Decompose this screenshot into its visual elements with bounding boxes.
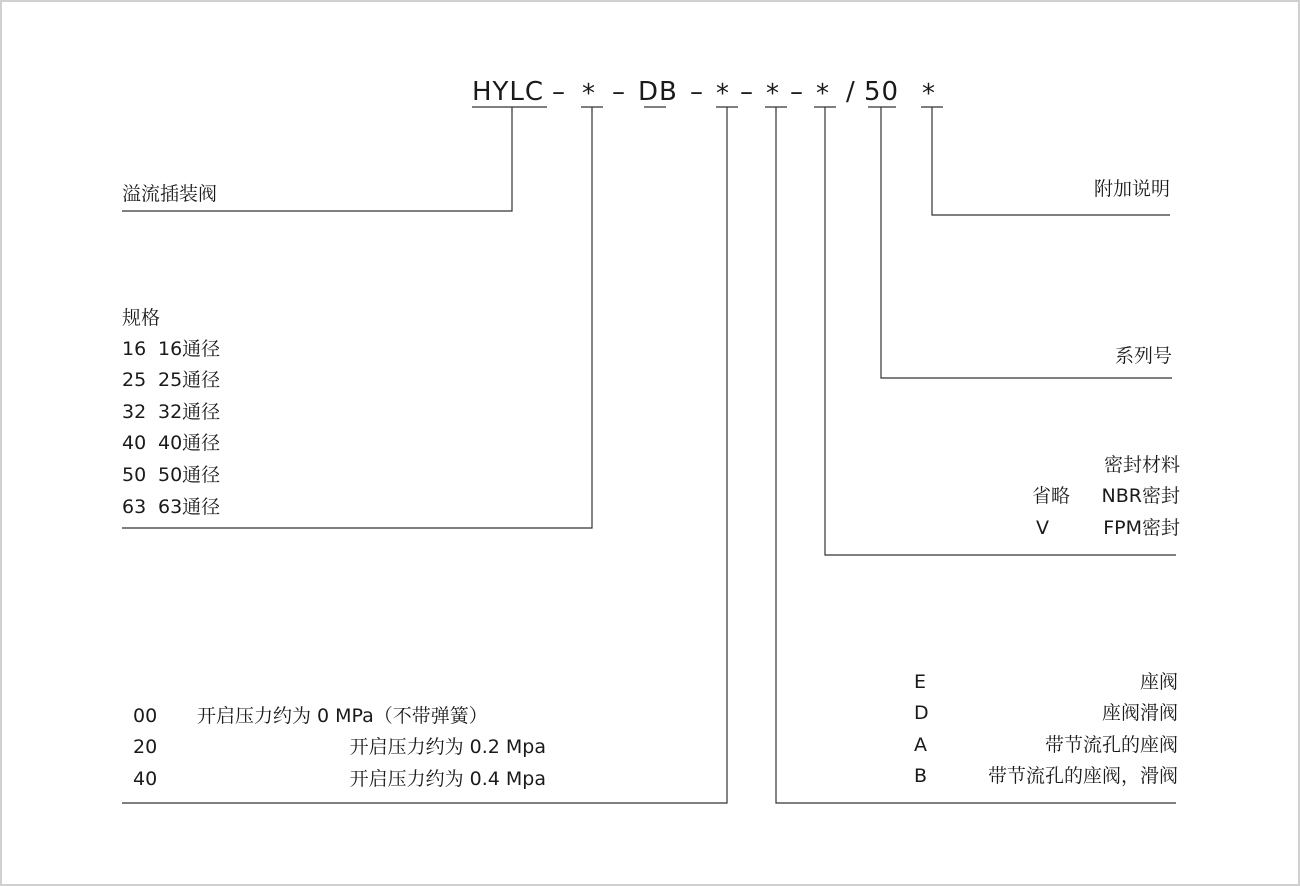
function-desc: 座阀 (1139, 671, 1178, 693)
code-prefix: HYLC (472, 77, 545, 107)
size-code: 63 (122, 496, 147, 518)
size-desc: 40通径 (158, 432, 221, 454)
code-dash-4: – (740, 77, 754, 107)
function-code: E (914, 671, 927, 693)
code-mid: DB (638, 77, 678, 107)
pressure-code: 00 (133, 705, 158, 727)
size-code: 40 (122, 432, 147, 454)
size-desc: 32通径 (158, 401, 221, 423)
code-slash: / (846, 77, 856, 107)
function-desc: 带节流孔的座阀，滑阀 (987, 765, 1178, 787)
code-star-seal: * (816, 79, 830, 109)
pressure-code: 20 (133, 736, 158, 758)
code-star-function: * (766, 79, 780, 109)
code-dash-3: – (690, 77, 704, 107)
size-group (122, 307, 220, 518)
size-desc: 63通径 (158, 496, 221, 518)
seal-group (1032, 454, 1180, 539)
size-desc: 25通径 (158, 369, 221, 391)
leader-lines (122, 107, 1176, 803)
model-code (472, 77, 936, 109)
size-desc: 50通径 (158, 464, 221, 486)
size-code: 50 (122, 464, 147, 486)
size-desc: 16通径 (158, 338, 221, 360)
pressure-desc: 开启压力约为 0.4 Mpa (349, 768, 546, 790)
code-dash-1: – (552, 77, 566, 107)
function-desc: 座阀滑阀 (1101, 702, 1178, 724)
size-title: 规格 (122, 307, 161, 329)
pressure-desc: 开启压力约为 0 MPa（不带弹簧） (197, 705, 488, 727)
seal-code: V (1036, 517, 1049, 539)
seal-code: 省略 (1032, 485, 1071, 507)
code-star-pressure: * (716, 79, 730, 109)
size-code: 25 (122, 369, 147, 391)
leader-series (881, 107, 1172, 378)
seal-title: 密封材料 (1103, 454, 1180, 476)
type-title: 溢流插装阀 (122, 183, 218, 205)
size-code: 32 (122, 401, 147, 423)
code-star-size: * (582, 79, 596, 109)
pressure-desc: 开启压力约为 0.2 Mpa (349, 736, 546, 758)
function-code: A (914, 734, 927, 756)
seal-desc: NBR密封 (1101, 485, 1180, 507)
size-code: 16 (122, 338, 147, 360)
code-series: 50 (864, 77, 900, 107)
function-code: D (914, 702, 929, 724)
code-star-additional: * (922, 79, 936, 109)
series-title: 系列号 (1114, 345, 1172, 367)
pressure-code: 40 (133, 768, 158, 790)
pressure-group (133, 705, 546, 790)
function-code: B (914, 765, 928, 787)
code-dash-2: – (612, 77, 626, 107)
seal-desc: FPM密封 (1103, 517, 1180, 539)
additional-title: 附加说明 (1093, 178, 1170, 200)
function-group (914, 671, 1178, 787)
code-dash-5: – (790, 77, 804, 107)
function-desc: 带节流孔的座阀 (1044, 734, 1178, 756)
